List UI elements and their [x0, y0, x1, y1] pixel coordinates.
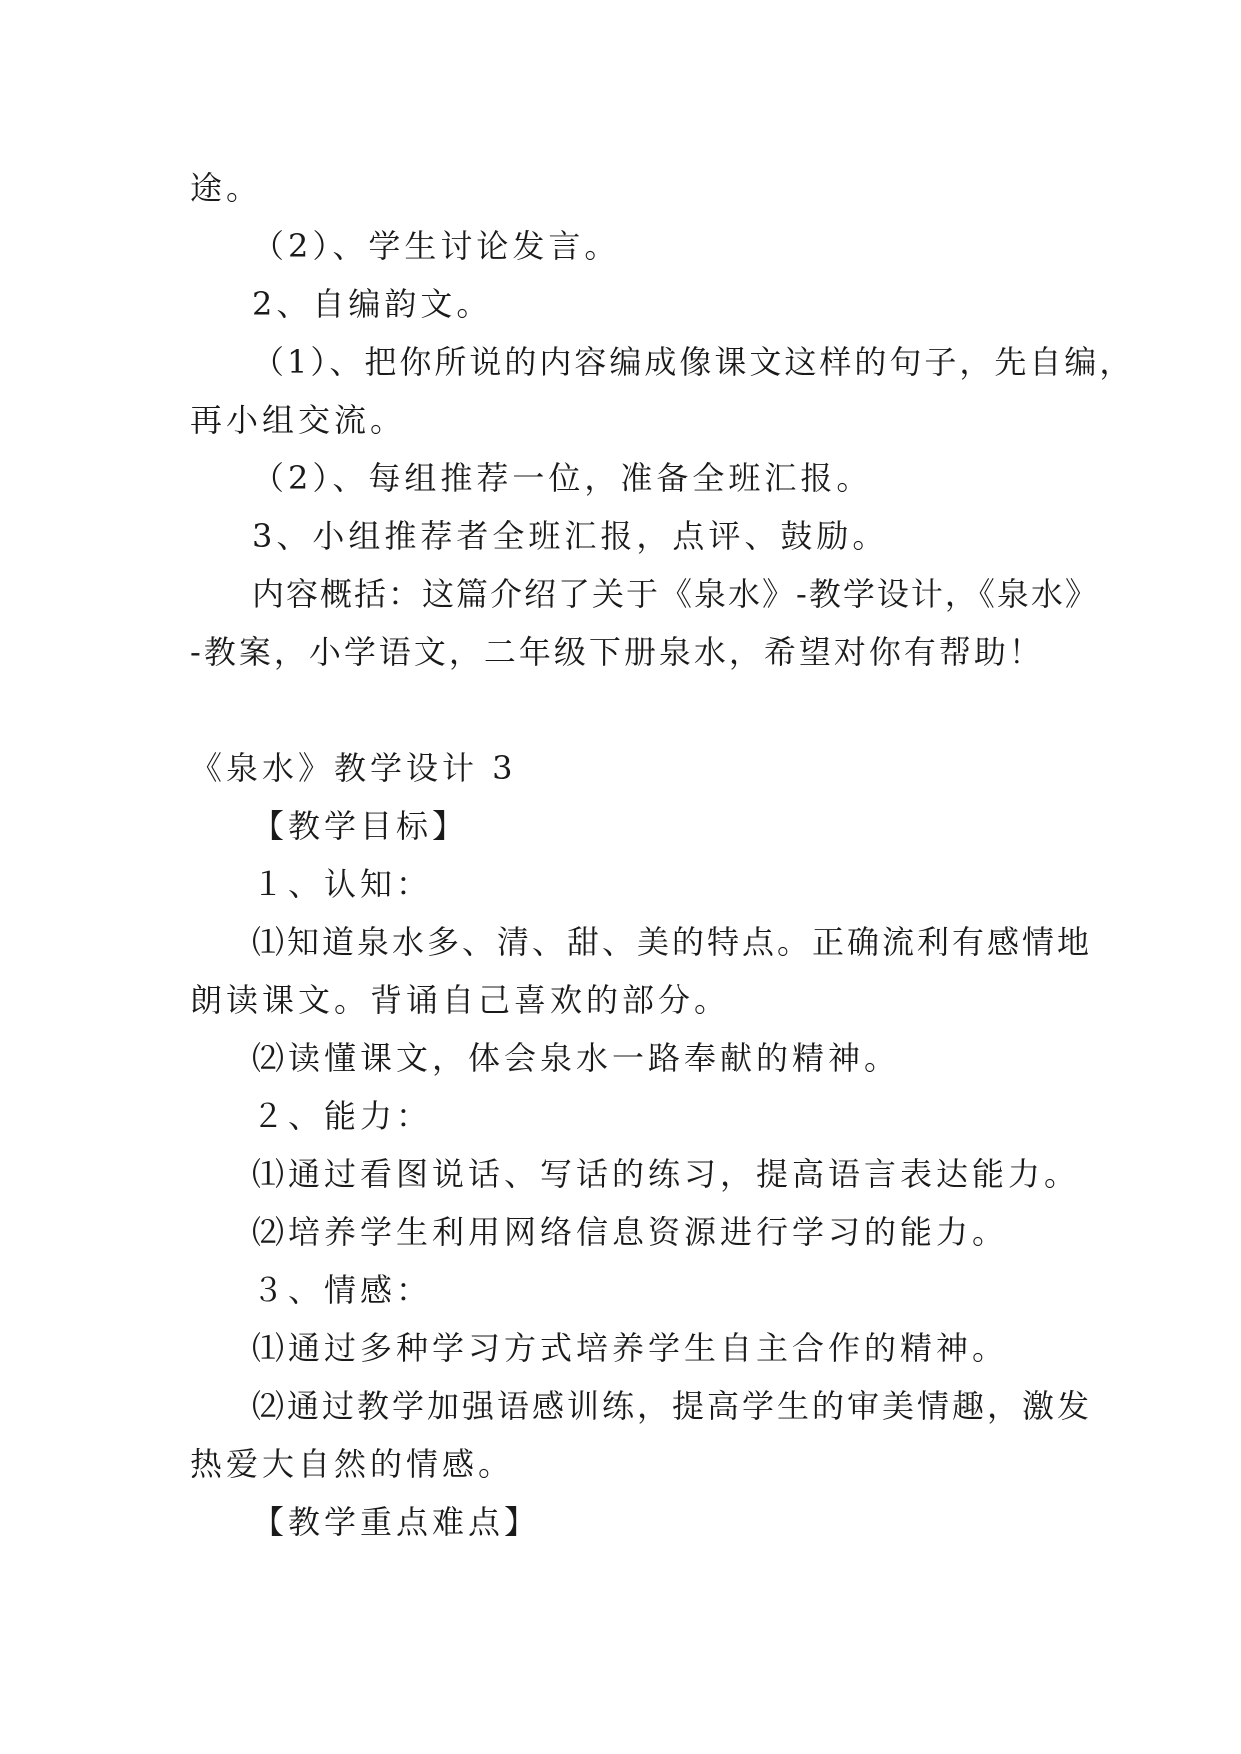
text-line: 朗读课文。背诵自己喜欢的部分。 [190, 981, 731, 1019]
text-line: 2、自编韵文。 [252, 285, 493, 323]
text-line: ⑵通过教学加强语感训练，提高学生的审美情趣，激发 [252, 1387, 1093, 1425]
text-line: ３、情感： [252, 1271, 433, 1309]
section-heading: 【教学重点难点】 [252, 1503, 541, 1541]
text-line: 途。 [190, 169, 263, 207]
text-line: 再小组交流。 [190, 401, 407, 439]
text-line: ⑴通过多种学习方式培养学生自主合作的精神。 [252, 1329, 1009, 1367]
text-line: （2）、学生讨论发言。 [252, 227, 621, 265]
text-line: ⑵读懂课文，体会泉水一路奉献的精神。 [252, 1039, 901, 1077]
text-line: 热爱大自然的情感。 [190, 1445, 515, 1483]
text-line: ２、能力： [252, 1097, 433, 1135]
text-line: -教案，小学语文，二年级下册泉水，希望对你有帮助！ [190, 633, 1044, 671]
section-heading: 【教学目标】 [252, 807, 469, 845]
text-line: （2）、每组推荐一位，准备全班汇报。 [252, 459, 873, 497]
text-line: ⑵培养学生利用网络信息资源进行学习的能力。 [252, 1213, 1009, 1251]
text-line: １、认知： [252, 865, 433, 903]
text-line: ⑴通过看图说话、写话的练习，提高语言表达能力。 [252, 1155, 1081, 1193]
text-line: 内容概括：这篇介绍了关于《泉水》-教学设计，《泉水》 [252, 575, 1099, 613]
section-title: 《泉水》教学设计 3 [190, 749, 517, 787]
text-line: ⑴知道泉水多、清、甜、美的特点。正确流利有感情地 [252, 923, 1093, 961]
text-line: 3、小组推荐者全班汇报，点评、鼓励。 [252, 517, 889, 555]
text-line: （1）、把你所说的内容编成像课文这样的句子，先自编， [252, 343, 1135, 381]
